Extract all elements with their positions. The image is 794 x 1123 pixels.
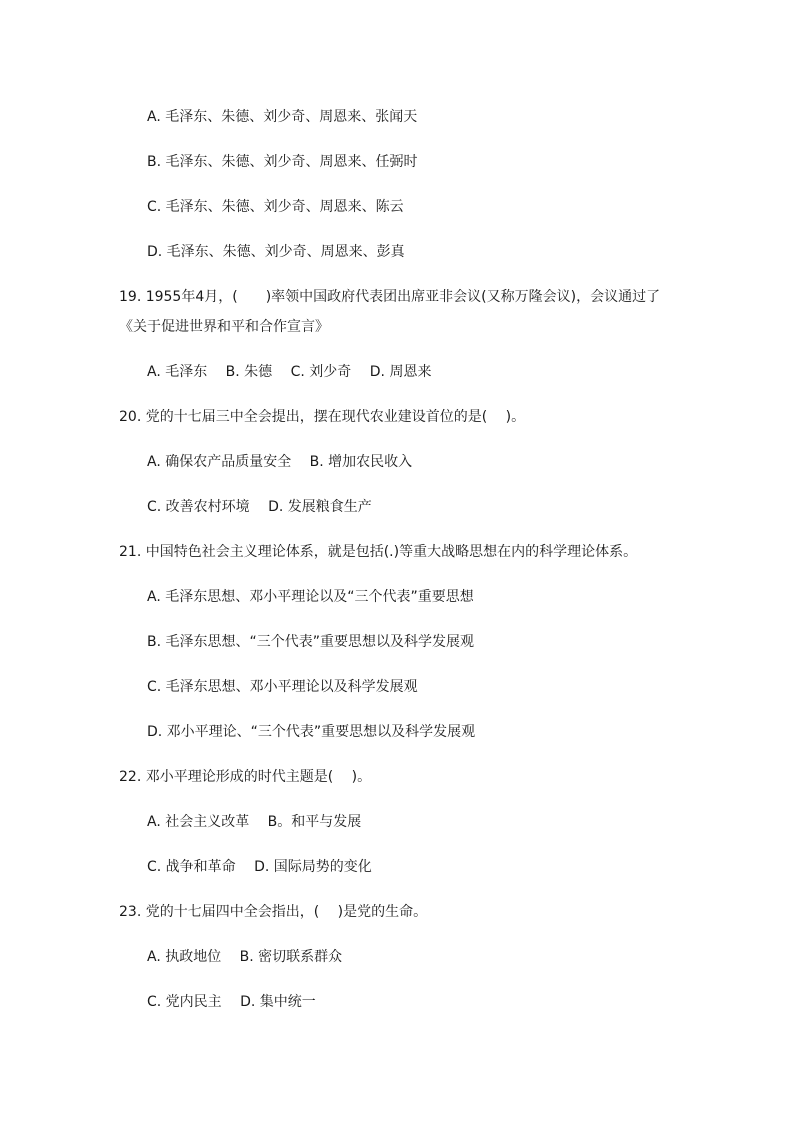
- question-22-options-cd: C. 战争和革命 D. 国际局势的变化: [147, 859, 372, 875]
- question-23-options-cd: C. 党内民主 D. 集中统一: [147, 994, 316, 1010]
- question-22: 22. 邓小平理论形成的时代主题是( )。: [119, 769, 372, 785]
- question-21-option-b: B. 毛泽东思想、“三个代表”重要思想以及科学发展观: [147, 634, 475, 650]
- question-22-options-ab: A. 社会主义改革 B。和平与发展: [147, 814, 362, 830]
- question-23: 23. 党的十七届四中全会指出，( )是党的生命。: [119, 904, 428, 920]
- question-19-line2: 《关于促进世界和平和合作宣言》: [119, 319, 329, 335]
- question-20-options-cd: C. 改善农村环境 D. 发展粮食生产: [147, 499, 372, 515]
- question-21-option-a: A. 毛泽东思想、邓小平理论以及“三个代表”重要思想: [147, 589, 474, 605]
- question-19-line1: 19. 1955年4月，( )率领中国政府代表团出席亚非会议(又称万隆会议)，会议通过了: [119, 289, 661, 305]
- question-20-options-ab: A. 确保农产品质量安全 B. 增加农民收入: [147, 454, 413, 470]
- question-21-option-d: D. 邓小平理论、“三个代表”重要思想以及科学发展观: [147, 724, 476, 740]
- question-19-options: A. 毛泽东 B. 朱德 C. 刘少奇 D. 周恩来: [147, 364, 432, 380]
- option-18a: A. 毛泽东、朱德、刘少奇、周恩来、张闻天: [147, 109, 418, 125]
- question-21: 21. 中国特色社会主义理论体系，就是包括(.)等重大战略思想在内的科学理论体系。: [119, 544, 638, 560]
- option-18b: B. 毛泽东、朱德、刘少奇、周恩来、任弼时: [147, 154, 418, 170]
- option-18c: C. 毛泽东、朱德、刘少奇、周恩来、陈云: [147, 199, 404, 215]
- question-21-option-c: C. 毛泽东思想、邓小平理论以及科学发展观: [147, 679, 418, 695]
- option-18d: D. 毛泽东、朱德、刘少奇、周恩来、彭真: [147, 244, 405, 260]
- question-20: 20. 党的十七届三中全会提出，摆在现代农业建设首位的是( )。: [119, 409, 526, 425]
- question-23-options-ab: A. 执政地位 B. 密切联系群众: [147, 949, 343, 965]
